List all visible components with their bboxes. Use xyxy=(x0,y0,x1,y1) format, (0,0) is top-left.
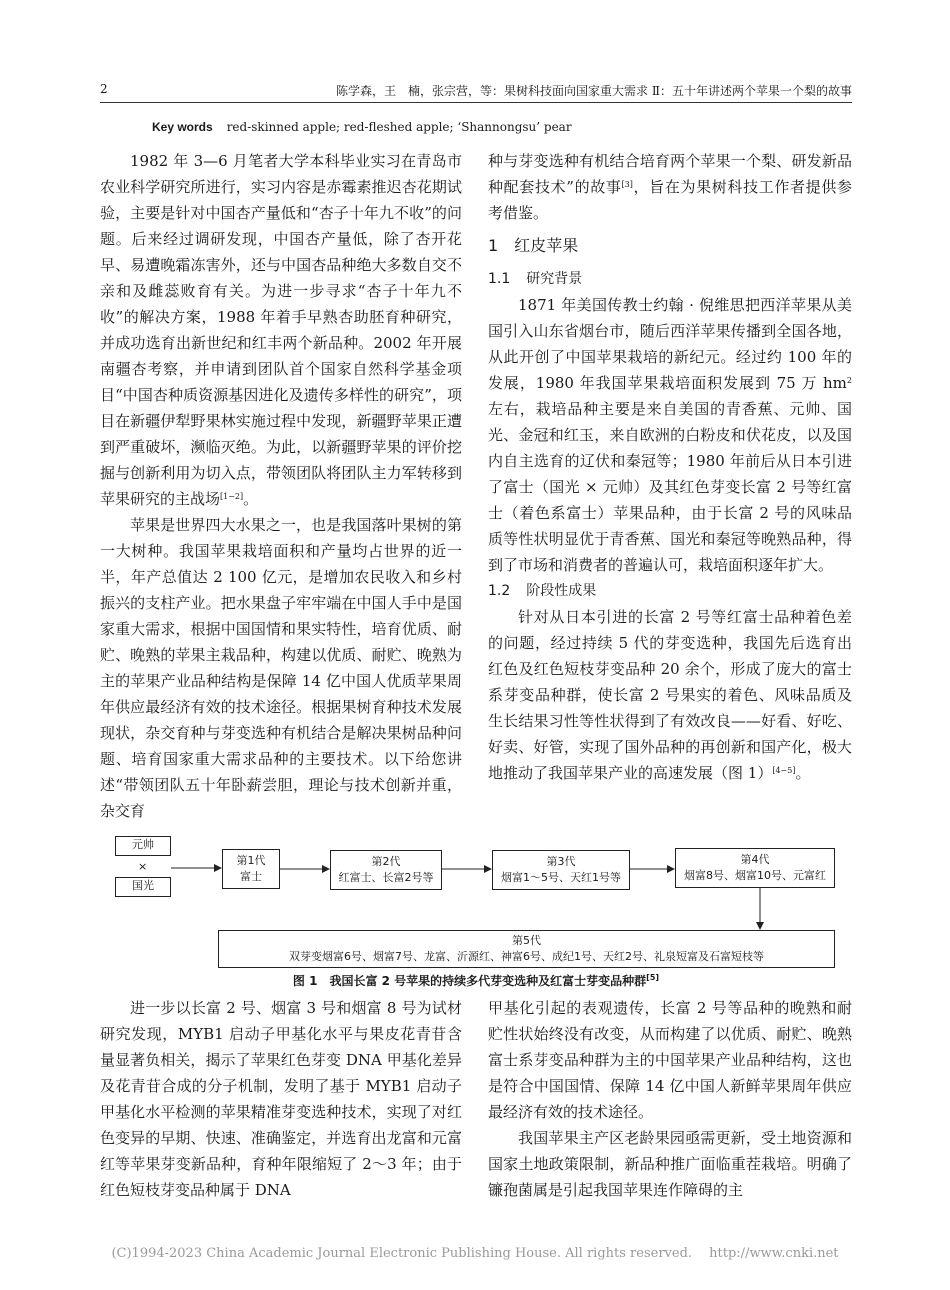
generation-title: 第3代 xyxy=(546,855,576,868)
keywords-label: Key words xyxy=(152,120,213,134)
parent-box-guoguang: 国光 xyxy=(115,877,171,897)
generation-title: 第2代 xyxy=(371,855,401,868)
generation-title: 第4代 xyxy=(740,853,770,866)
subsection-number: 1.1 xyxy=(488,271,511,287)
paragraph-text: ，旨在为果树科技工作者提供参考借鉴。 xyxy=(488,178,852,222)
paragraph-text: 。 xyxy=(795,764,811,782)
superscript: 2 xyxy=(846,376,852,385)
cross-symbol: × xyxy=(138,860,148,873)
section-number: 1 xyxy=(488,236,499,255)
section-title: 红皮苹果 xyxy=(514,236,579,255)
generation-items: 烟富1～5号、天红1号等 xyxy=(501,871,621,884)
generation-title: 第1代 xyxy=(236,854,266,867)
copyright-footer: (C)1994-2023 China Academic Journal Electronic Publishing House. All rights reserved. http://www.cnki.net xyxy=(111,1246,839,1261)
right-column-lower xyxy=(488,995,852,1203)
keywords-text: red-skinned apple; red-fleshed apple; ‘Shannongsu’ pear xyxy=(226,120,572,134)
subsection-number: 1.2 xyxy=(488,583,511,599)
subsection-title: 研究背景 xyxy=(526,271,583,287)
generation-items: 红富士、长富2号等 xyxy=(338,871,434,884)
paragraph-text: 1982 年 3—6 月笔者大学本科毕业实习在青岛市农业科学研究所进行，实习内容是赤霉素推迟杏花期试验，主要是针对中国杏产量低和“杏子十年九不收”的问题。后来经过调研发现，中国杏产量低，除了杏开花早、易遭晚霜冻害外，还与中国杏品种绝大多数自交不亲和及雌蕊败育有关。为进一步寻求“杏子十年九不收”的解决方案，1988 年着手早熟杏助胚育种研究，并成功选育出新世纪和红丰两个新品种。2002 年开展南疆杏考察，并申请到团队首个国家自然科学基金项目“中国杏种质资源基因进化及遗传多样性的研究”，项目在新疆伊犁野果林实施过程中发现，新疆野苹果正遭到严重破坏，濒临灭绝。为此，以新疆野苹果的评价挖掘与创新利用为切入点，带领团队将团队主力军转移到苹果研究的主战场 xyxy=(100,152,462,508)
running-title: 陈学森，王 楠，张宗营，等：果树科技面向国家重大需求 Ⅱ：五十年讲述两个苹果一个梨的故事 xyxy=(336,84,852,98)
paragraph-text: 。 xyxy=(243,490,259,508)
generation-items: 富士 xyxy=(240,870,262,883)
generation-items: 双芽变烟富6号、烟富7号、龙富、沂源红、神富6号、成纪1号、天红2号、礼泉短富及石富短枝等 xyxy=(289,950,764,963)
citation: [4−5] xyxy=(772,766,796,775)
caption-text: 图 1 我国长富 2 号苹果的持续多代芽变选种及红富士芽变品种群 xyxy=(292,974,647,988)
left-column-lower xyxy=(100,995,462,1203)
paragraph: 我国苹果主产区老龄果园亟需更新，受土地资源和国家土地政策限制，新品种推广面临重茬栽培。明确了镰孢菌属是引起我国苹果连作障碍的主 xyxy=(488,1129,852,1199)
generation-items: 烟富8号、烟富10号、元富红 xyxy=(684,869,826,882)
paragraph: 进一步以长富 2 号、烟富 3 号和烟富 8 号为试材研究发现，MYB1 启动子甲基化水平与果皮花青苷含量显著负相关，揭示了苹果红色芽变 DNA 甲基化差异及花青苷合成的分子机制，发明了基于 MYB1 启动子甲基化水平检测的苹果精准芽变选种技术，实现了对红色变异的早期、快速、准确鉴定，并选育出龙富和元富红等苹果芽变新品种，育种年限缩短了 2～3 年；由于红色短枝芽变品种属于 DNA xyxy=(100,999,462,1199)
paragraph-text: 左右，栽培品种主要是来自美国的青香蕉、元帅、国光、金冠和红玉，来自欧洲的白粉皮和伏花皮，以及国内自主选育的辽伏和秦冠等；1980 年前后从日本引进了富士（国光 × 元帅）及其红色芽变长富 2 号等红富士（着色系富士）苹果品种，由于长富 2 号的风味品质等性状明显优于青香蕉、国光和秦冠等晚熟品种，得到了市场和消费者的普遍认可，栽培面积逐年扩大。 xyxy=(488,400,852,574)
paragraph: 甲基化引起的表观遗传，长富 2 号等品种的晚熟和耐贮性状始终没有改变，从而构建了以优质、耐贮、晚熟富士系芽变品种群为主的中国苹果产业品种结构，这也是符合中国国情、保障 14 亿中国人新鲜苹果周年供应最经济有效的技术途径。 xyxy=(488,999,852,1121)
subsection-title: 阶段性成果 xyxy=(526,583,597,599)
citation: [3] xyxy=(621,180,633,189)
paragraph-text: 1871 年美国传教士约翰 · 倪维思把西洋苹果从美国引入山东省烟台市，随后西洋苹果传播到全国各地，从此开创了中国苹果栽培的新纪元。经过约 100 年的发展，1980 年我国苹果栽培面积发展到 75 万 hm xyxy=(488,296,852,392)
paragraph-text: 种与芽变选种有机结合培育两个苹果一个梨、研发新品种配套技术”的故事 xyxy=(488,152,852,196)
paragraph: 苹果是世界四大水果之一，也是我国落叶果树的第一大树种。我国苹果栽培面积和产量均占世界的近一半，年产总值达 2 100 亿元，是增加农民收入和乡村振兴的支柱产业。把水果盘子牢牢端在中国人手中是国家重大需求，根据中国国情和果实特性，培育优质、耐贮、晚熟的苹果主栽品种，构建以优质、耐贮、晚熟为主的苹果产业品种结构是保障 14 亿中国人优质苹果周年供应最经济有效的技术途径。根据果树育种技术发展现状，杂交育种与芽变选种有机结合是解决果树品种问题、培育国家重大需求品种的主要技术。以下给您讲述“带领团队五十年卧薪尝胆，理论与技术创新并重，杂交育 xyxy=(100,516,462,820)
generation-title: 第5代 xyxy=(512,934,541,947)
citation: [5] xyxy=(646,973,660,982)
page-number: 2 xyxy=(100,82,108,96)
paragraph-text: 针对从日本引进的长富 2 号等红富士品种着色差的问题，经过持续 5 代的芽变选种，我国先后选育出红色及红色短枝芽变品种 20 余个，形成了庞大的富士系芽变品种群，使长富 2 号果实的着色、风味品质及生长结果习性等性状得到了有效改良——好看、好吃、好卖、好管，实现了国外品种的再创新和国产化，极大地推动了我国苹果产业的高速发展（图 1） xyxy=(488,608,852,782)
citation: [1−2] xyxy=(220,492,244,501)
parent-box-yuanshuai: 元帅 xyxy=(115,836,171,856)
figure-caption xyxy=(100,972,852,989)
